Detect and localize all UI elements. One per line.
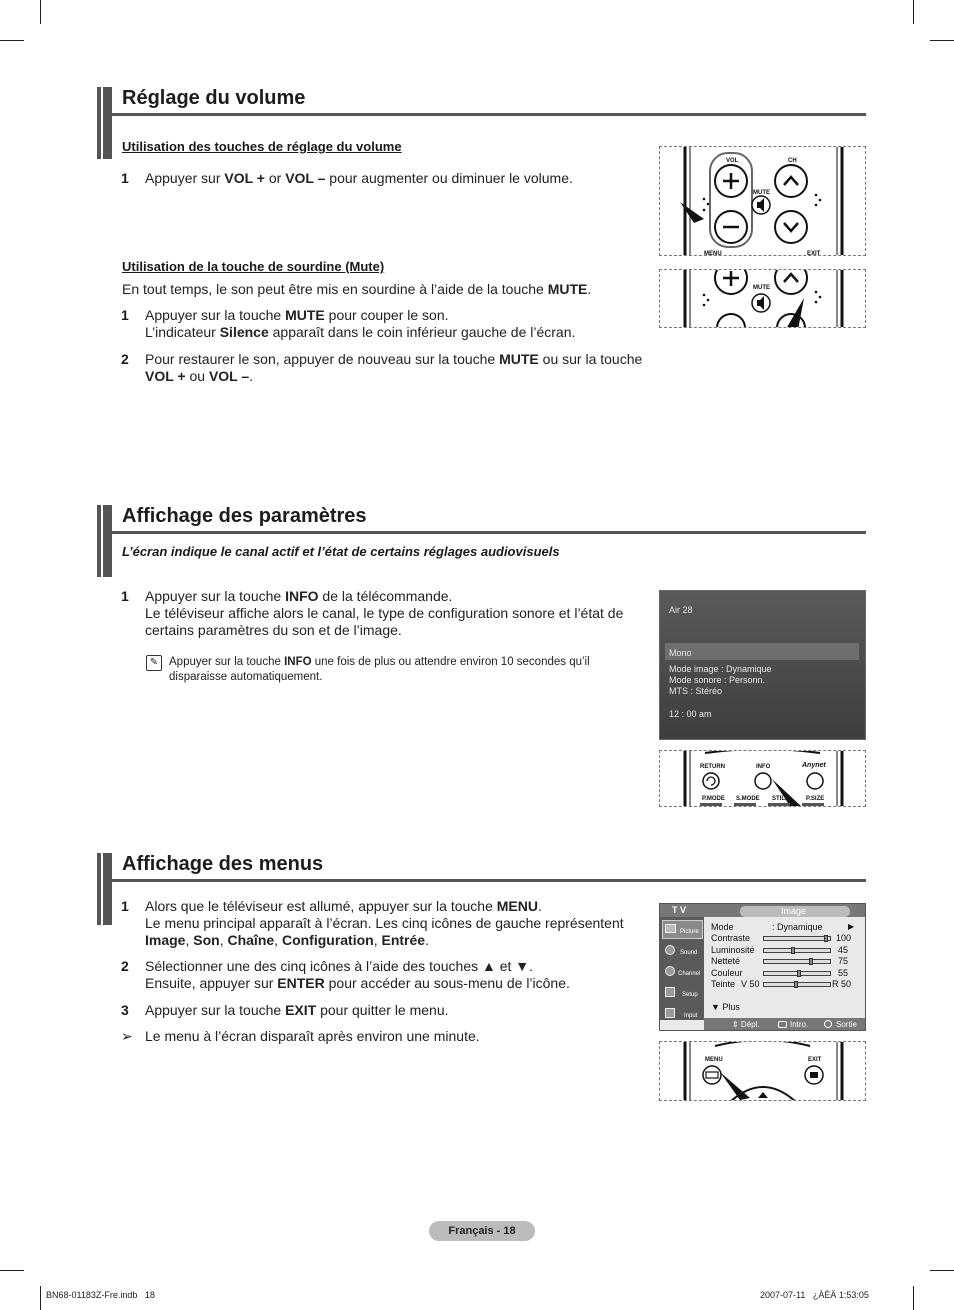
- page-number-badge: [429, 1221, 535, 1241]
- crop-mark: [930, 40, 954, 41]
- remote-label: P.SIZE: [806, 796, 825, 802]
- page-number: Français - 18: [448, 1225, 516, 1237]
- step-number: 1: [121, 170, 129, 186]
- step-text: Pour restaurer le son, appuyer de nouveau sur la touche MUTE ou sur la touche VOL + ou VOL –.: [145, 351, 643, 384]
- menu-row-label[interactable]: Contraste: [711, 933, 751, 943]
- menu-header: Image: [781, 906, 807, 916]
- osd-channel: Air 28: [669, 605, 693, 615]
- remote-info-illustration: [660, 751, 866, 807]
- remote-label: VOL: [726, 158, 739, 164]
- enter-icon: [778, 1021, 787, 1028]
- step-number: 1: [121, 898, 129, 914]
- menu-tv-label: T V: [672, 905, 687, 915]
- level-bar: [763, 936, 831, 941]
- setup-icon: [665, 987, 675, 997]
- print-file-info: BN68-01183Z-Fre.indb 18: [46, 1290, 155, 1300]
- level-thumb: [791, 947, 795, 954]
- input-icon: [665, 1008, 675, 1018]
- menu-row-label[interactable]: Mode: [711, 922, 734, 932]
- step-number: 1: [121, 588, 129, 604]
- remote-label: MENU: [705, 1057, 723, 1063]
- note-icon: ✎: [146, 655, 162, 671]
- menu-row-value: R 50: [832, 979, 852, 989]
- menu-row-left: V 50: [741, 979, 760, 989]
- step-number: 1: [121, 307, 129, 323]
- remote-label: MUTE: [753, 190, 770, 196]
- osd-mts: MTS : Stéréo: [669, 686, 723, 696]
- section-title-menus: Affichage des menus: [122, 853, 324, 875]
- osd-time: 12 : 00 am: [669, 709, 712, 719]
- step-number: 3: [121, 1002, 129, 1018]
- remote-label: MUTE: [753, 285, 770, 291]
- crop-mark: [40, 1286, 41, 1310]
- step-text: Appuyer sur la touche EXIT pour quitter le menu.: [145, 1002, 449, 1018]
- remote-menu-figure: [659, 1041, 866, 1101]
- remote-label: CH: [788, 158, 797, 164]
- tv-menu-screen: [659, 903, 866, 1031]
- step-text: Appuyer sur la touche INFO de la télécommande. Le téléviseur affiche alors le canal, le type de configuration sonore et l’état de certains paramètres du son et de l’image.: [145, 588, 624, 638]
- return-icon: [824, 1020, 832, 1028]
- intro-text: En tout temps, le son peut être mis en sourdine à l’aide de la touche MUTE.: [122, 281, 592, 297]
- remote-info-figure: [659, 750, 866, 807]
- note-text: Appuyer sur la touche INFO une fois de plus ou attendre environ 10 secondes qu’il disparaisse automatiquement.: [169, 656, 590, 683]
- step-text: Appuyer sur VOL + or VOL – pour augmenter ou diminuer le volume.: [145, 170, 573, 186]
- menu-row-label[interactable]: Netteté: [711, 956, 741, 966]
- menu-footer-move: ⇕ Dépl.: [732, 1020, 760, 1029]
- menu-row-label[interactable]: Teinte: [711, 979, 736, 989]
- section-rule: [112, 113, 866, 116]
- level-thumb: [794, 981, 798, 988]
- menu-row-arrow: ▶: [848, 922, 855, 931]
- level-bar: [763, 948, 831, 953]
- menu-side-item[interactable]: Input: [684, 1013, 698, 1019]
- crop-mark: [0, 1270, 24, 1271]
- remote-menu-illustration: [660, 1042, 866, 1101]
- print-date-info: 2007-07-11 ¿ÀÈÄ 1:53:05: [760, 1290, 869, 1300]
- remote-label: STILL: [772, 796, 789, 802]
- osd-audio: Mono: [669, 648, 692, 658]
- menu-side-item[interactable]: Sound: [680, 950, 698, 956]
- menu-side-item[interactable]: Setup: [682, 992, 698, 998]
- section-subtitle: L’écran indique le canal actif et l’état de certains réglages audiovisuels: [122, 544, 560, 559]
- remote-mute-illustration: [660, 270, 866, 328]
- section-marker: [97, 87, 101, 159]
- anynet-logo: Anynet: [802, 762, 826, 769]
- menu-row-value: 75: [838, 956, 849, 966]
- menu-side-item[interactable]: Channel: [678, 971, 701, 977]
- step-text: Alors que le téléviseur est allumé, appuyer sur la touche MENU. Le menu principal apparaît à l’écran. Les cinq icônes de gauche représentent Image, Son, Chaîne, Configuration, Entrée.: [145, 898, 624, 948]
- remote-volume-illustration: [660, 147, 866, 256]
- crop-mark: [913, 0, 914, 24]
- remote-label: P.MODE: [702, 796, 725, 802]
- channel-icon: [665, 966, 675, 976]
- menu-footer-exit: Sortie: [836, 1020, 857, 1029]
- level-thumb: [797, 970, 801, 977]
- step-number: 2: [121, 351, 129, 367]
- menu-row-value: : Dynamique: [772, 922, 823, 932]
- note-arrow: ➢: [121, 1028, 133, 1044]
- crop-mark: [913, 1286, 914, 1310]
- section-title-info: Affichage des paramètres: [122, 505, 367, 527]
- section-marker: [103, 87, 112, 159]
- crop-mark: [930, 1270, 954, 1271]
- level-bar: [763, 982, 831, 987]
- step-text: Sélectionner une des cinq icônes à l’aide des touches ▲ et ▼. Ensuite, appuyer sur ENTER pour accéder au sous-menu de l’icône.: [145, 958, 570, 991]
- menu-row-value: 100: [836, 933, 852, 943]
- picture-icon: [665, 924, 676, 933]
- menu-row-value: 55: [838, 968, 849, 978]
- remote-label: MENU: [704, 251, 722, 256]
- osd-mode-image: Mode image : Dynamique: [669, 664, 772, 674]
- menu-row-label[interactable]: Couleur: [711, 968, 743, 978]
- step-number: 2: [121, 958, 129, 974]
- osd-mode-sonore: Mode sonore : Personn.: [669, 675, 766, 685]
- section-marker: [97, 853, 101, 925]
- remote-label: EXIT: [808, 1057, 822, 1063]
- osd-audio-row: [665, 643, 859, 660]
- section-title-volume: Réglage du volume: [122, 87, 306, 109]
- menu-side-item[interactable]: Picture: [680, 929, 699, 935]
- menu-row-value: 45: [838, 945, 849, 955]
- section-rule: [112, 879, 866, 882]
- level-thumb: [809, 958, 813, 965]
- section-rule: [112, 531, 866, 534]
- section-marker: [97, 505, 101, 577]
- section-marker: [103, 505, 112, 577]
- menu-more[interactable]: ▼ Plus: [711, 1002, 740, 1012]
- crop-mark: [40, 0, 41, 24]
- remote-volume-figure: [659, 146, 866, 256]
- remote-mute-figure: [659, 269, 866, 328]
- level-bar: [763, 971, 831, 976]
- remote-label: S.MODE: [736, 796, 760, 802]
- section-marker: [103, 853, 112, 925]
- sound-icon: [665, 945, 675, 955]
- level-bar: [763, 959, 831, 964]
- remote-label: EXIT: [807, 251, 821, 256]
- menu-footer-enter: Intro.: [790, 1020, 809, 1029]
- note-text: Le menu à l’écran disparaît après environ une minute.: [145, 1028, 480, 1044]
- subheading-mute: Utilisation de la touche de sourdine (Mute): [122, 259, 385, 274]
- level-thumb: [824, 935, 828, 942]
- tv-info-screen: [659, 590, 866, 740]
- menu-row-label[interactable]: Luminosité: [711, 945, 755, 955]
- remote-label: RETURN: [700, 764, 725, 770]
- remote-label: INFO: [756, 764, 771, 770]
- crop-mark: [0, 40, 24, 41]
- step-text: Appuyer sur la touche MUTE pour couper le son. L’indicateur Silence apparaît dans le coin inférieur gauche de l’écran.: [145, 307, 576, 340]
- subheading-volume-keys: Utilisation des touches de réglage du volume: [122, 139, 402, 154]
